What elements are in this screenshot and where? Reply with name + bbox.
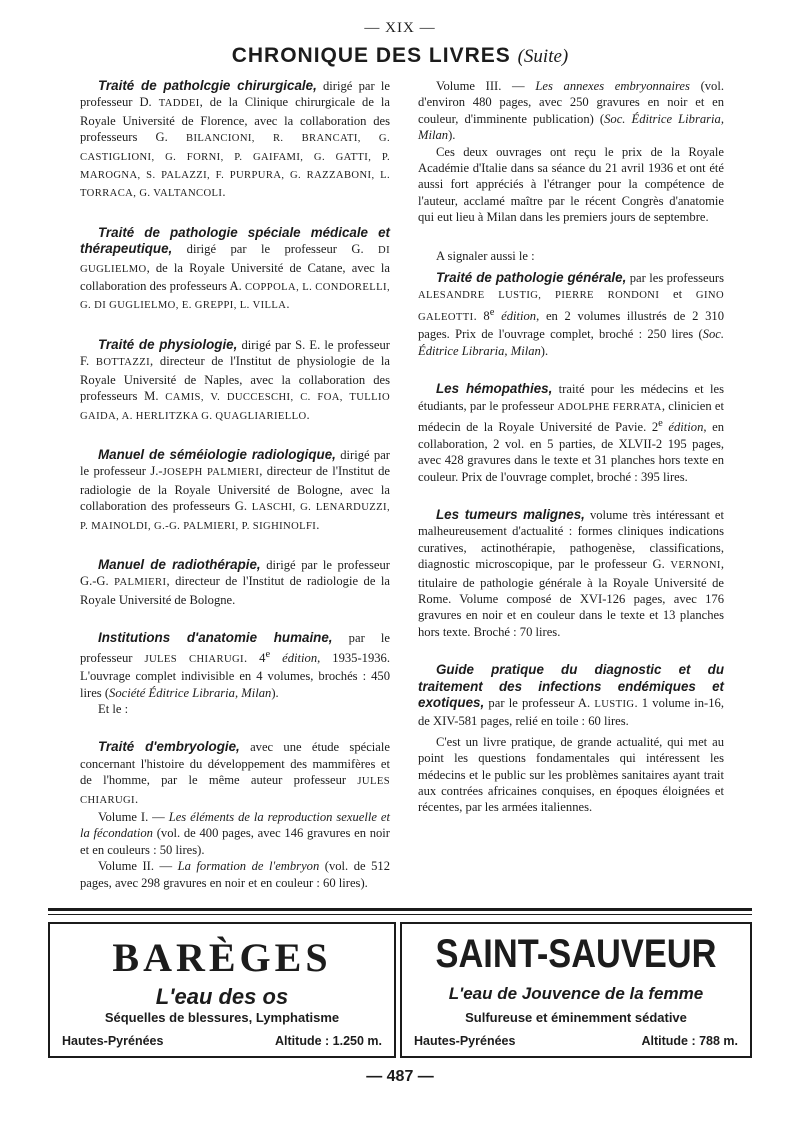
entry-title: Traité de physiologie,	[98, 336, 238, 352]
spa-advertisement	[48, 908, 752, 1058]
title-suite: (Suite)	[517, 46, 569, 67]
page-title	[0, 44, 800, 68]
entry-text: et	[659, 287, 696, 302]
entry-title: Manuel de séméiologie radiologique,	[98, 446, 336, 462]
volume-details: (vol. de 400 pages, avec 146 gravures en noir et en couleurs : 50 lires).	[80, 826, 391, 857]
volume-title: La formation de l'embryon	[177, 859, 320, 874]
collaborators: LASCHI, G. LENARDUZZI, P. MAINOLDI, G.-G. PALMIERI, P. SIGHINOLFI	[80, 502, 390, 532]
entry-text: .	[316, 517, 320, 532]
entry-title: Guide pratique du diagnostic et du traitement des infections endémiques et exotiques,	[418, 662, 724, 710]
entry-text: ).	[448, 128, 456, 143]
entry-text: , en 2 volumes illustrés de 2 310 pages. Prix de l'ouvrage complet, broché : 250 lires (	[418, 309, 724, 342]
ad-altitude: Altitude : 788 m.	[641, 1034, 738, 1048]
author-name: GINO GALEOTTI	[418, 290, 725, 324]
entry-hemopathies	[418, 381, 724, 485]
entry-text: . 4	[243, 650, 266, 665]
volume-3	[418, 78, 724, 144]
entry-text: , 1935-1936. L'ouvrage complet indivisible en 4 volumes, brochés : 450 lires (	[80, 650, 391, 700]
author-name: LUSTIG	[594, 698, 635, 710]
signaler-line-wrap	[418, 248, 724, 264]
entry-title: Manuel de radiothérapie,	[98, 556, 261, 572]
entry-traite-embryologie	[80, 739, 390, 891]
right-column	[418, 78, 724, 838]
entry-text: , de la Royale Université de Catane, avec la collaboration des professeurs A.	[80, 260, 390, 294]
entry-traite-pathologie-chirurgicale	[80, 78, 390, 203]
entry-text: traité pour les médecins et les étudiants, par le professeur	[418, 382, 724, 413]
entry-text: , de la Clinique chirurgicale de la Royale Université de Florence, avec la collaboration des professeurs G.	[80, 95, 390, 145]
entry-text: , directeur de l'Institut de physiologie de la Royale Université de Naples, avec la collaboration des professeurs M.	[80, 354, 390, 404]
entry-title: Les tumeurs malignes,	[436, 506, 585, 522]
publisher: Soc. Éditrice Libraria, Milan	[418, 111, 724, 143]
ad-name: BARÈGES	[112, 935, 332, 980]
ad-saint-sauveur	[400, 922, 752, 1058]
ad-altitude: Altitude : 1.250 m.	[275, 1034, 382, 1048]
volume-label: Volume III. —	[436, 79, 536, 93]
volume-details: (vol. de 512 pages, avec 298 gravures en noir et en couleur : 60 lires).	[80, 859, 390, 890]
superscript: e	[489, 306, 495, 318]
entry-title: Traité de patholcgie chirurgicale,	[98, 78, 317, 93]
entry-text: dirigé par le professeur G.-G.	[80, 557, 391, 589]
author-name: VERNONI	[670, 560, 721, 572]
entry-text: , directeur de l'Institut de radiologie de la Royale Université de Bologne, avec la collaboration des professeurs G.	[80, 464, 390, 514]
page-number: — 487 —	[366, 1068, 434, 1085]
entry-text: par le professeur A.	[484, 695, 595, 710]
entry-traite-pathologie-generale	[418, 270, 724, 359]
ad-bareges	[48, 922, 396, 1058]
ad-region: Hautes-Pyrénées	[62, 1034, 164, 1048]
entry-text: . 8	[473, 309, 490, 324]
ad-description: Séquelles de blessures, Lymphatisme	[104, 1010, 340, 1025]
entry-title: Traité de pathologie spéciale médicale et thérapeutique,	[80, 224, 390, 257]
ad-region: Hautes-Pyrénées	[414, 1034, 516, 1048]
entry-text: dirigé par le professeur J.-	[80, 447, 390, 479]
publisher: Société Éditrice Libraria, Milan	[109, 685, 272, 700]
entry-embryologie-suite	[418, 78, 724, 226]
entry-traite-pathologie-speciale	[80, 225, 390, 315]
author-name: ALESANDRE LUSTIG, PIERRE RONDONI	[418, 290, 660, 302]
author-name: PALMIERI	[114, 577, 167, 589]
collaborators: CAMIS, V. DUCCESCHI, C. FOA, TULLIO GAIDA, A. HERLITZKA G. QUAGLIARIELLO	[80, 392, 391, 422]
prize-paragraph: Ces deux ouvrages ont reçu le prix de la Royale Académie d'Italie dans sa séance du 21 avril 1936 et ont été aussi fort appréciés à l'étranger pour la compétence de l'auteur, acclamé maître par le récent Congrès d'anatomie qui eut lieu à Milan dans les premiers jours de septembre.	[418, 144, 724, 225]
edition-label: édition	[662, 420, 704, 435]
author-name: ADOLPHE FERRATA	[557, 401, 662, 413]
volume-1	[80, 809, 390, 858]
left-column	[80, 78, 390, 913]
entry-tumeurs-malignes	[418, 507, 724, 640]
author-name: JULES CHIARUGI	[144, 653, 244, 665]
entry-text: ).	[540, 343, 549, 358]
edition-label: édition	[494, 309, 537, 324]
author-name: TADDEI	[158, 98, 200, 110]
volume-title: Les annexes embryonnaires	[535, 79, 690, 93]
entry-guide-pratique	[418, 662, 724, 816]
superscript: e	[265, 648, 271, 660]
entry-text: avec une étude spéciale concernant l'histoire du développement des mammifères et de l'homme, par le même auteur professeur	[80, 740, 390, 788]
entry-text: dirigé par le professeur D.	[80, 79, 390, 110]
entry-title: Traité d'embryologie,	[98, 739, 240, 755]
publisher: Soc. Éditrice Libraria, Milan	[418, 327, 724, 358]
collaborators: COPPOLA, L. CONDORELLI, G. DI GUGLIELMO, E. GREPPI, L. VILLA	[80, 282, 390, 312]
volume-label: Volume II. —	[98, 859, 178, 874]
author-name: BOTTAZZI	[95, 357, 151, 369]
superscript: e	[658, 418, 663, 430]
entry-manuel-semeiologie	[80, 447, 390, 535]
entry-manuel-radiotherapie	[80, 557, 390, 608]
collaborators: BILANCIONI, R. BRANCATI, G. CASTIGLIONI, G. FORNI, P. GAIFAMI, G. GATTI, P. MAROGNA, S. PALAZZI, F. PURPURA, G. RAZZABONI, L. TORRACA, G. VALTANCOLI	[80, 133, 390, 200]
entry-text: .	[135, 791, 139, 806]
entry-text: .	[306, 407, 310, 422]
entry-text: .	[222, 185, 226, 200]
entry-text: , titulaire de pathologie générale à la Royale Université de Rome. Volume composé de XVI-126 pages, avec 176 gravures en noir et en couleur dans le texte et 13 planches hors texte. Broché : 70 lires.	[418, 557, 724, 639]
roman-page-number: — XIX —	[364, 20, 436, 36]
signaler-line: A signaler aussi le :	[436, 248, 535, 263]
entry-text: , directeur de l'Institut de radiologie de la Royale Université de Bologne.	[80, 574, 390, 607]
entry-text: , clinicien et médecin de la Royale Université de Pavie. 2	[418, 398, 724, 435]
volume-title: Les éléments de la reproduction sexuelle et la fécondation	[80, 810, 390, 841]
ad-description: Sulfureuse et éminemment sédative	[465, 1010, 687, 1025]
et-le: Et le :	[98, 701, 129, 716]
ad-slogan: L'eau de Jouvence de la femme	[448, 984, 704, 1003]
entry-traite-physiologie	[80, 337, 390, 425]
ad-rule	[48, 914, 752, 915]
ad-name: SAINT-SAUVEUR	[435, 932, 717, 976]
entry-title: Traité de pathologie générale,	[436, 270, 627, 286]
entry-text: .	[286, 297, 290, 312]
ad-rule	[48, 908, 752, 911]
entry-title: Institutions d'anatomie humaine,	[98, 630, 333, 646]
entry-text: dirigé par S. E. le professeur F.	[80, 337, 390, 369]
entry-text: par les professeurs	[626, 271, 724, 286]
ad-slogan: L'eau des os	[155, 984, 289, 1009]
edition-label: édition	[270, 650, 318, 665]
entry-text: ).	[271, 685, 279, 700]
author-name: JOSEPH PALMIERI	[162, 467, 260, 479]
guide-paragraph: C'est un livre pratique, de grande actualité, qui met au point les questions fondamentales qui intéressent les médecins et le public sur les problèmes sanitaires ayant trait aux contrées africaines conquises, en époques éloignées et récentes, par les armées italiennes.	[418, 734, 724, 815]
volume-2	[80, 858, 390, 891]
title-text: CHRONIQUE DES LIVRES	[231, 44, 511, 67]
entry-institutions-anatomie	[80, 630, 390, 717]
author-name: DI GUGLIELMO	[80, 245, 390, 275]
entry-text: volume très intéressant et malheureusement d'actualité : formes cliniques indications curatives, actinothérapie, pathogenèse, classifications, diagnostic microscopique, par le professeur G.	[418, 507, 724, 572]
entry-text: . 1 volume in-16, de XIV-581 pages, relié en toile : 60 lires.	[418, 695, 724, 729]
entry-text: par le professeur	[80, 631, 390, 665]
volume-label: Volume I. —	[98, 810, 169, 824]
author-name: JULES CHIARUGI	[80, 776, 390, 806]
volume-details: (vol. d'environ 480 pages, avec 250 gravures en noir et en couleur, d'imminente publication) (	[418, 79, 725, 126]
entry-text: , en collaboration, 2 vol. en 5 parties, de XLVII-2 195 pages, avec 428 gravures dans le texte et 31 planches hors texte en couleur. Prix de l'ouvrage complet, broché : 395 lires.	[418, 420, 724, 484]
entry-text: dirigé par le professeur G.	[172, 242, 379, 257]
entry-title: Les hémopathies,	[436, 381, 553, 397]
